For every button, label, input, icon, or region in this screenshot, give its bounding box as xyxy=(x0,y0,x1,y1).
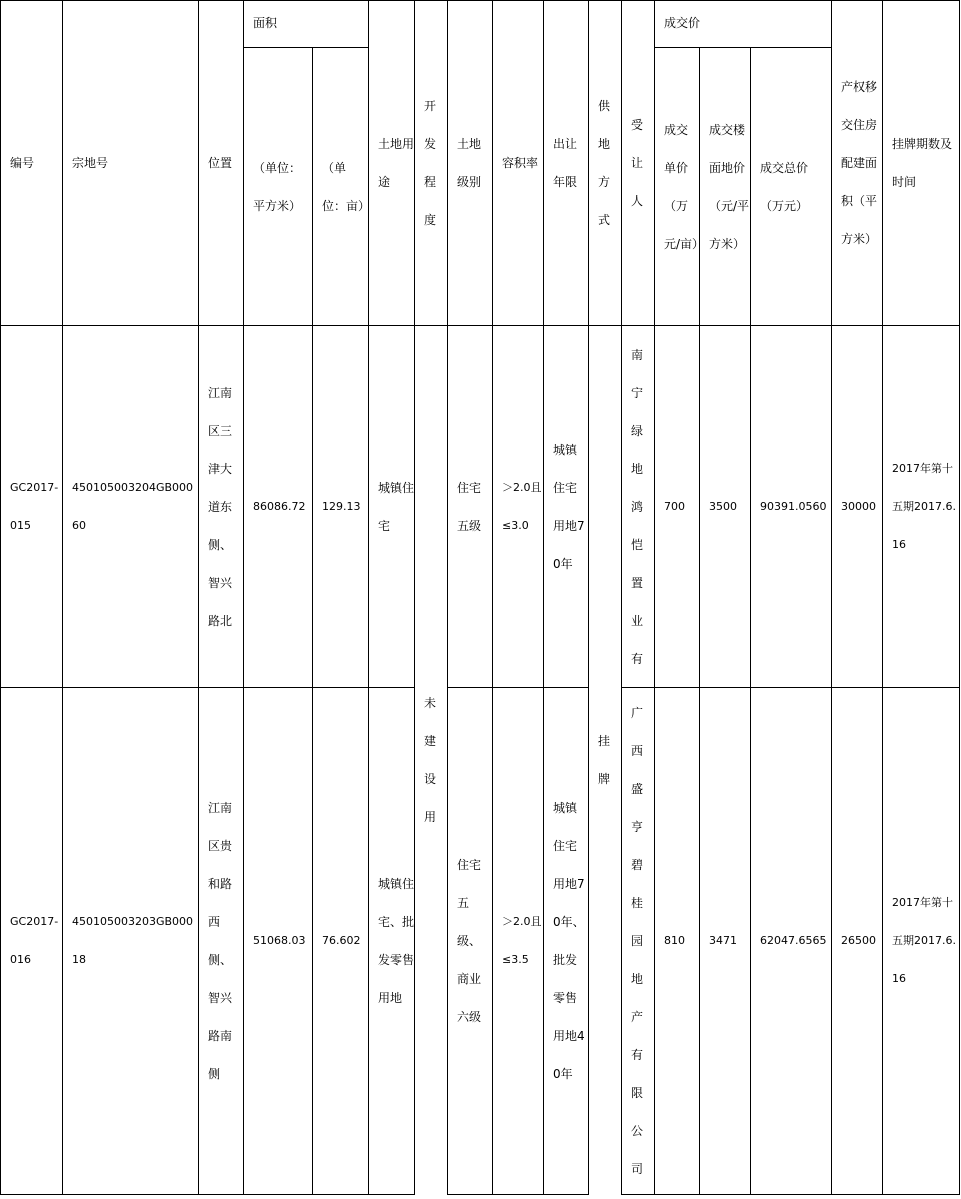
cell-area-mu: 76.602 xyxy=(313,688,369,1195)
cell-area-mu: 129.13 xyxy=(313,326,369,688)
cell-area-sqm: 51068.03 xyxy=(244,688,313,1195)
cell-parcel: 450105003203GB00018 xyxy=(63,688,199,1195)
header-land-use: 土地用途 xyxy=(369,1,415,326)
cell-transfer-area: 30000 xyxy=(832,326,883,688)
cell-transfer-area: 26500 xyxy=(832,688,883,1195)
cell-plot-ratio: ＞2.0且≤3.5 xyxy=(493,688,544,1195)
cell-total-price: 90391.0560 xyxy=(751,326,832,688)
header-area-sqm: （单位：平方米） xyxy=(244,48,313,326)
header-land-grade: 土地级别 xyxy=(448,1,493,326)
header-unit-price: 成交单价（万元/亩） xyxy=(655,48,700,326)
table-row xyxy=(1,326,960,688)
cell-land-grade: 住宅五级 xyxy=(448,326,493,688)
cell-supply: 挂牌 xyxy=(589,326,622,1195)
header-grantee: 受让人 xyxy=(622,1,655,326)
header-period: 挂牌期数及时间 xyxy=(883,1,960,326)
cell-code: GC2017-015 xyxy=(1,326,63,688)
cell-total-price: 62047.6565 xyxy=(751,688,832,1195)
header-transfer-area: 产权移交住房配建面积（平方米） xyxy=(832,1,883,326)
cell-parcel: 450105003204GB00060 xyxy=(63,326,199,688)
cell-location: 江南区贵和路西侧、智兴路南侧 xyxy=(199,688,244,1195)
cell-land-grade: 住宅五级、商业六级 xyxy=(448,688,493,1195)
header-floor-price: 成交楼面地价（元/平方米） xyxy=(700,48,751,326)
header-area-group: 面积 xyxy=(244,1,369,48)
header-supply: 供地方式 xyxy=(589,1,622,326)
cell-unit-price: 810 xyxy=(655,688,700,1195)
header-price-group: 成交价 xyxy=(655,1,832,48)
cell-grantee: 南宁绿地鸿恺置业有 xyxy=(622,326,655,688)
header-plot-ratio: 容积率 xyxy=(493,1,544,326)
cell-term: 城镇住宅用地70年 xyxy=(544,326,589,688)
cell-floor-price: 3500 xyxy=(700,326,751,688)
header-code: 编号 xyxy=(1,1,63,326)
header-total-price: 成交总价（万元） xyxy=(751,48,832,326)
cell-unit-price: 700 xyxy=(655,326,700,688)
cell-location: 江南区三津大道东侧、智兴路北 xyxy=(199,326,244,688)
cell-plot-ratio: ＞2.0且≤3.0 xyxy=(493,326,544,688)
header-parcel: 宗地号 xyxy=(63,1,199,326)
header-dev-degree: 开发程度 xyxy=(415,1,448,326)
cell-code: GC2017-016 xyxy=(1,688,63,1195)
cell-land-use: 城镇住宅 xyxy=(369,326,415,688)
cell-term: 城镇住宅用地70年、批发零售用地40年 xyxy=(544,688,589,1195)
header-area-mu: （单位：亩） xyxy=(313,48,369,326)
cell-grantee: 广西盛亨碧桂园地产有限公司 xyxy=(622,688,655,1195)
cell-period: 2017年第十五期2017.6.16 xyxy=(883,326,960,688)
cell-period: 2017年第十五期2017.6.16 xyxy=(883,688,960,1195)
header-location: 位置 xyxy=(199,1,244,326)
cell-dev-degree: 未建设用 xyxy=(415,326,448,1195)
table-row xyxy=(1,688,960,1195)
cell-land-use: 城镇住宅、批发零售用地 xyxy=(369,688,415,1195)
header-term: 出让年限 xyxy=(544,1,589,326)
cell-floor-price: 3471 xyxy=(700,688,751,1195)
cell-area-sqm: 86086.72 xyxy=(244,326,313,688)
